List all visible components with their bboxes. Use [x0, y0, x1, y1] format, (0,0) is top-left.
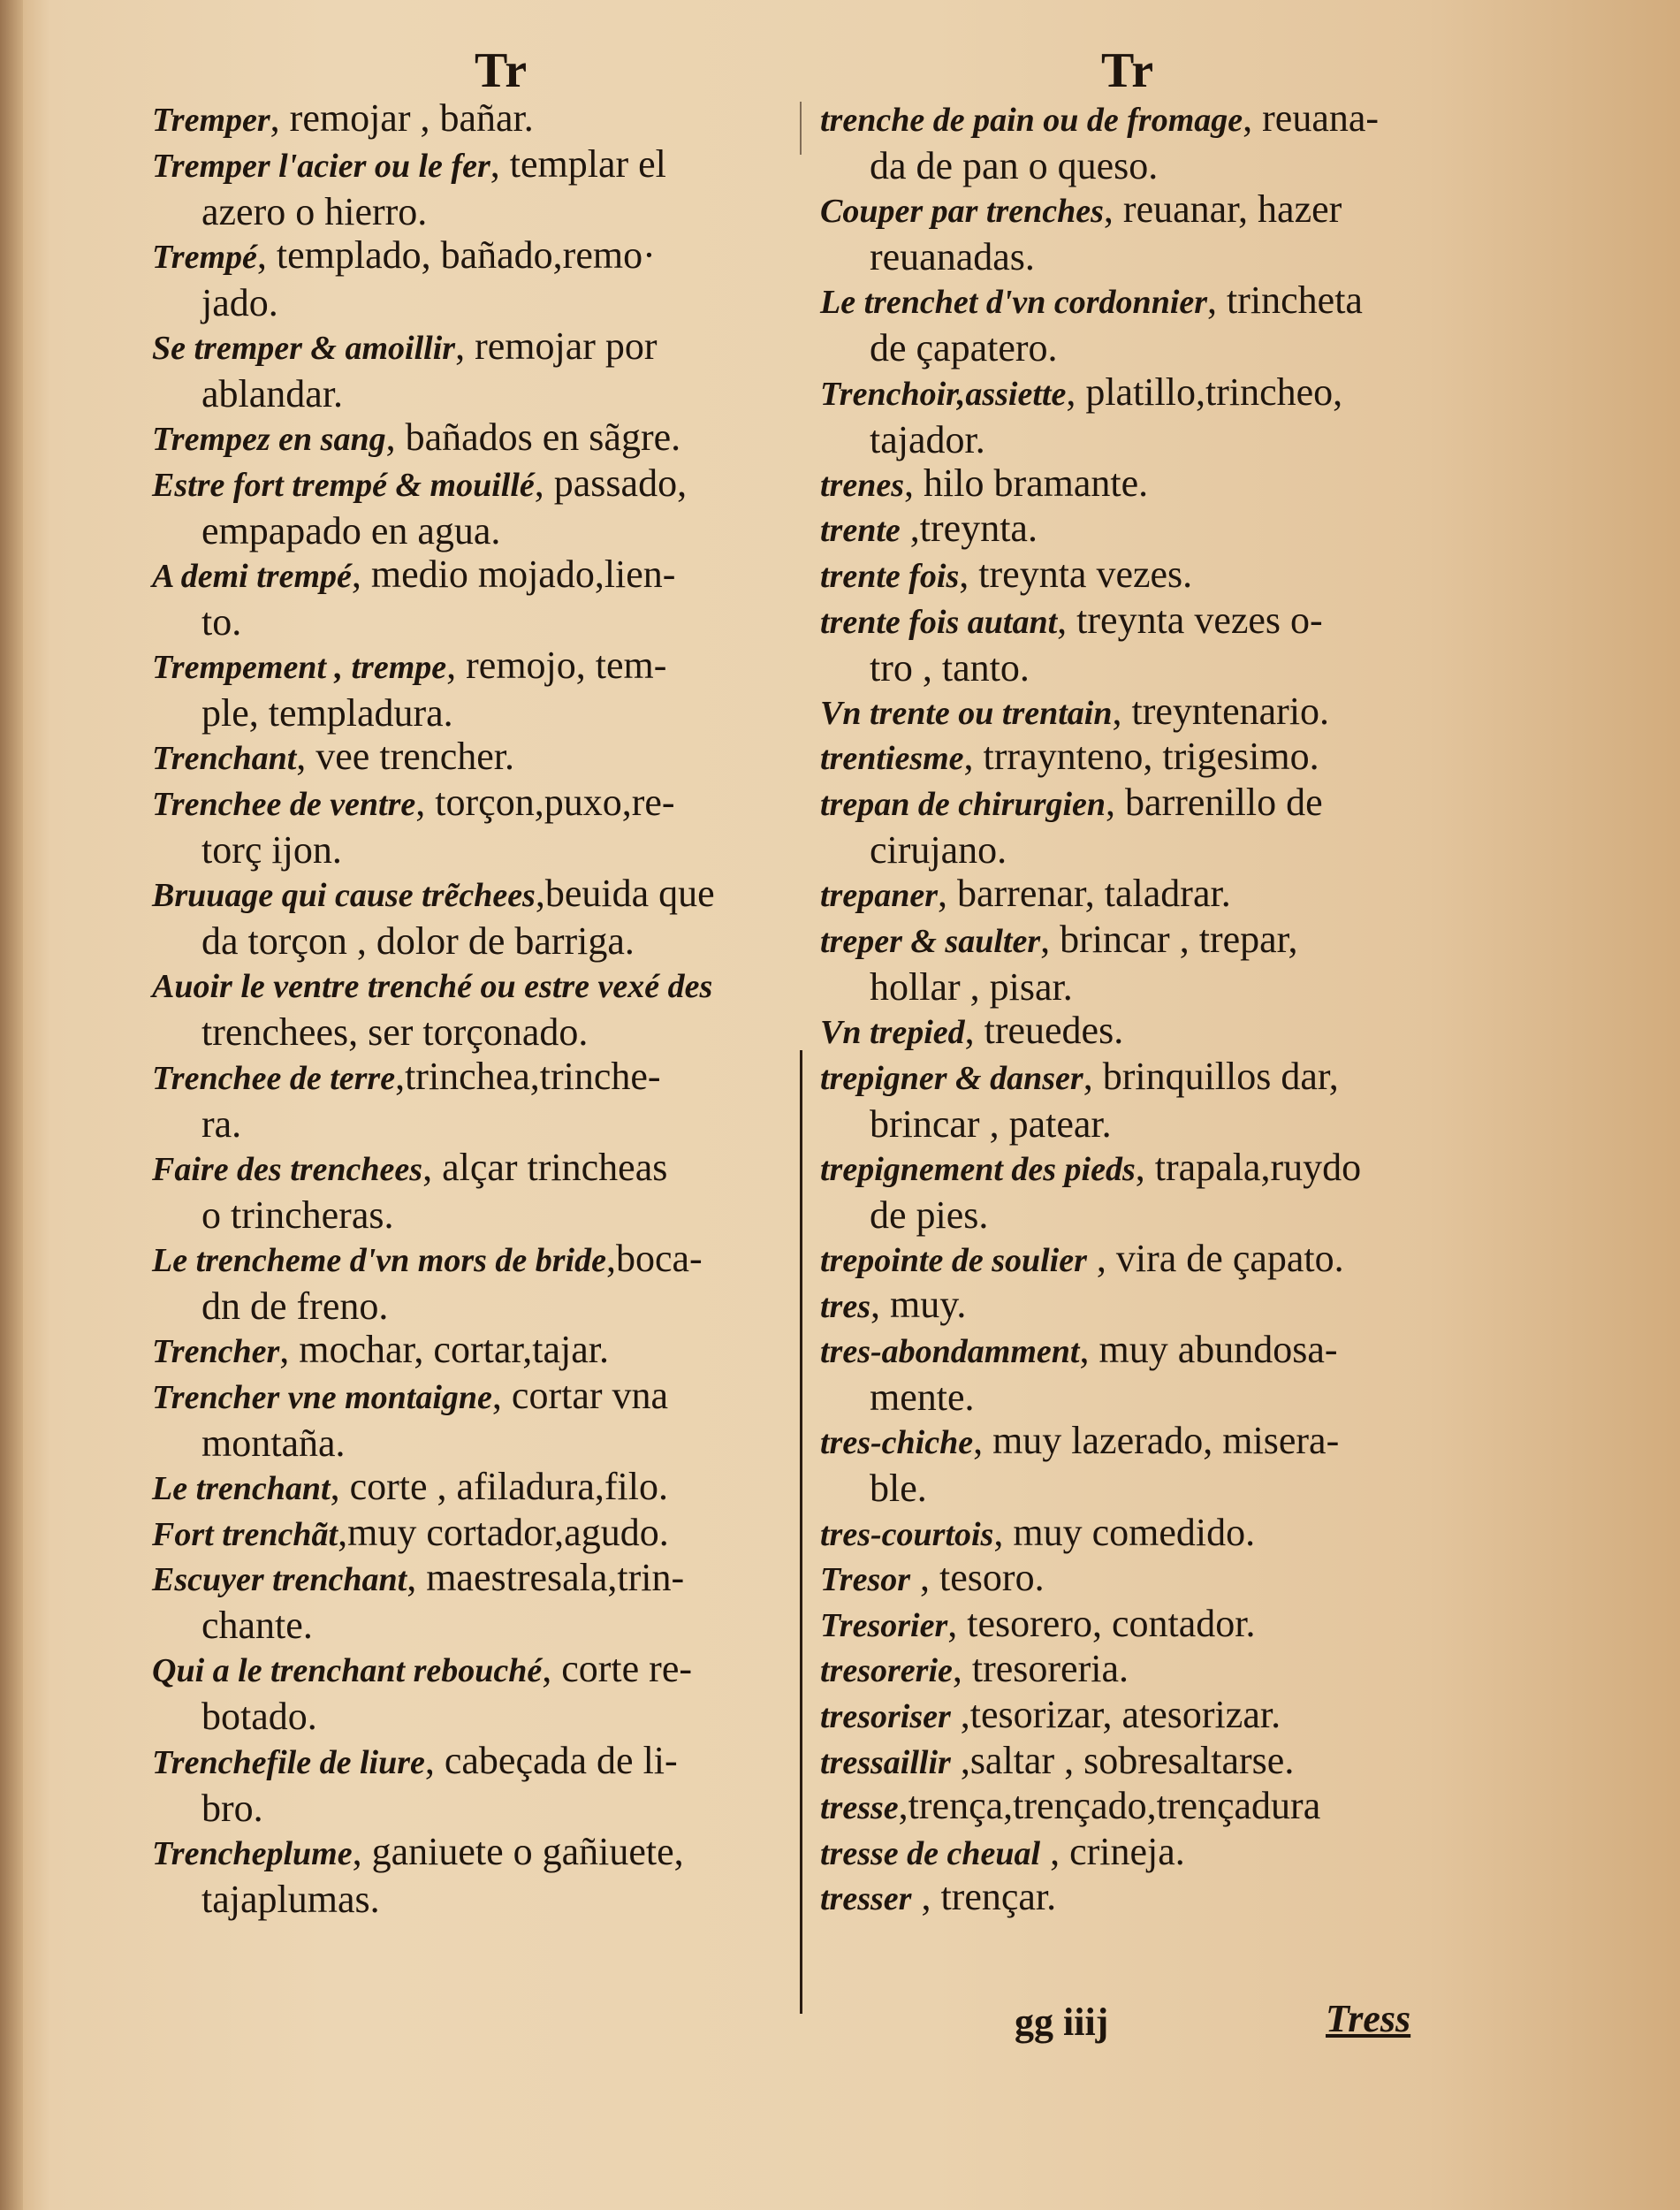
french-headword: Auoir le ventre trenché ou estre vexé des [152, 968, 713, 1006]
dictionary-entry [152, 1510, 841, 1558]
spanish-gloss: , templado, bañado,remo· [256, 232, 656, 277]
spanish-gloss: , treyntenario. [1112, 689, 1330, 733]
dictionary-entry [820, 1510, 1439, 1558]
french-headword: tresse de cheual [820, 1834, 1041, 1872]
dictionary-entry [820, 461, 1439, 508]
dictionary-entry [152, 962, 841, 1055]
gloss-continuation: dn de freno. [201, 1284, 389, 1328]
french-headword: trepigner & danser [820, 1059, 1083, 1097]
spanish-gloss: ,beuida que [535, 872, 715, 916]
dictionary-entry [820, 1783, 1439, 1831]
spanish-gloss: , hilo bramante. [904, 461, 1149, 505]
dictionary-entry [152, 95, 841, 143]
dictionary-entry [152, 1327, 841, 1375]
gloss-continuation: brincar , patear. [870, 1101, 1112, 1146]
french-headword: Le trencheme d'vn mors de bride [152, 1242, 606, 1279]
french-headword: Vn trente ou trentain [820, 694, 1113, 732]
french-headword: Trenchefile de liure [152, 1743, 425, 1781]
spanish-gloss: , trincheta [1207, 278, 1363, 323]
french-headword: Trencher vne montaigne [152, 1378, 492, 1416]
dictionary-entry [820, 187, 1439, 279]
french-headword: treper & saulter [820, 922, 1041, 960]
dictionary-entry [152, 141, 841, 234]
french-headword: trenche de pain ou de fromage [820, 102, 1243, 139]
spanish-gloss: ,treynta. [900, 507, 1038, 551]
french-headword: Qui a le trenchant rebouché [152, 1652, 543, 1690]
spanish-gloss: , tesorero, contador. [947, 1601, 1256, 1645]
dictionary-entry [152, 324, 841, 416]
spanish-gloss: , ganiuete o gañiuete, [352, 1829, 684, 1873]
spanish-gloss: , muy lazerado, misera- [973, 1419, 1340, 1463]
dictionary-entry [820, 1418, 1439, 1511]
dictionary-entry [820, 689, 1439, 736]
french-headword: Se tremper & amoillir [152, 330, 456, 367]
dictionary-entry [820, 917, 1439, 1010]
french-headword: Vn trepied [820, 1014, 965, 1051]
french-headword: Tresorier [820, 1606, 948, 1644]
dictionary-entry [820, 780, 1439, 873]
dictionary-entry [152, 1555, 841, 1648]
dictionary-entry [152, 552, 841, 644]
spanish-gloss: , remojo, tem- [446, 644, 667, 688]
gloss-continuation: cirujano. [870, 828, 1007, 872]
spanish-gloss: , mochar, cortar,tajar. [279, 1328, 609, 1372]
gloss-continuation: montaña. [201, 1421, 346, 1465]
french-headword: Bruuage qui cause trẽchees [152, 877, 536, 915]
french-headword: tresse [820, 1789, 899, 1827]
french-headword: tres-courtois [820, 1515, 994, 1553]
dictionary-entry [152, 1829, 841, 1922]
french-headword: Tresor [820, 1561, 911, 1599]
french-headword: trepointe de soulier [820, 1242, 1087, 1279]
dictionary-entry [820, 1646, 1439, 1694]
spanish-gloss: , vee trencher. [296, 735, 515, 779]
gloss-continuation: da torçon , dolor de barriga. [201, 919, 635, 964]
spanish-gloss: , crineja. [1040, 1829, 1185, 1873]
gloss-continuation: ablandar. [201, 372, 344, 415]
spanish-gloss: , alçar trincheas [422, 1145, 668, 1189]
spanish-gloss: , corte , afiladura,filo. [330, 1465, 669, 1508]
spanish-gloss: ,tesorizar, atesorizar. [950, 1693, 1281, 1736]
dictionary-entry [152, 643, 841, 735]
french-headword: Trenchant [152, 740, 297, 778]
dictionary-entry [820, 1282, 1439, 1330]
dictionary-entry [820, 278, 1439, 370]
gloss-continuation: bro. [201, 1786, 263, 1830]
french-headword: trenes [820, 466, 904, 504]
french-headword: trente fois autant [820, 603, 1058, 641]
dictionary-entry [152, 1236, 841, 1329]
french-headword: Trenchee de terre [152, 1059, 396, 1097]
spanish-gloss: , torçon,puxo,re- [415, 781, 675, 824]
page-gutter-edge [0, 0, 23, 2210]
spanish-gloss: , trençar. [911, 1875, 1057, 1919]
french-headword: Escuyer trenchant [152, 1561, 407, 1599]
gloss-continuation: tajaplumas. [201, 1877, 380, 1921]
spanish-gloss: ,boca- [605, 1237, 703, 1280]
spanish-gloss: , passado, [534, 461, 688, 505]
gloss-continuation: ble. [870, 1467, 927, 1511]
running-head-right: Tr [1101, 43, 1155, 98]
dictionary-entry [152, 461, 841, 553]
dictionary-entry [152, 780, 841, 873]
french-headword: trente [820, 512, 901, 550]
gloss-continuation: tajador. [870, 417, 985, 461]
spanish-gloss: , medio mojado,lien- [351, 552, 676, 596]
french-headword: tressaillir [820, 1743, 951, 1781]
gloss-continuation: da de pan o queso. [870, 144, 1159, 187]
french-headword: Trencher [152, 1333, 280, 1371]
gloss-continuation: empapado en agua. [201, 508, 501, 552]
french-headword: tresorerie [820, 1652, 953, 1690]
dictionary-entry [820, 1874, 1439, 1922]
french-headword: Trenchoir,assiette [820, 375, 1067, 413]
spanish-gloss: , platillo,trincheo, [1066, 370, 1343, 414]
dictionary-entry [152, 1646, 841, 1739]
french-headword: Fort trenchãt [152, 1515, 338, 1553]
dictionary-entry [152, 1054, 841, 1147]
spanish-gloss: , muy comedido. [993, 1510, 1256, 1554]
spanish-gloss: , barrenillo de [1106, 781, 1323, 824]
french-headword: trentiesme [820, 740, 964, 778]
french-headword: Tremper l'acier ou le fer [152, 147, 490, 185]
spanish-gloss: , bañados en sãgre. [385, 415, 681, 460]
french-headword: trepignement des pieds [820, 1150, 1136, 1188]
spanish-gloss: ,saltar , sobresaltarse. [950, 1738, 1295, 1782]
spanish-gloss: , reuanar, hazer [1103, 187, 1342, 232]
dictionary-entry [820, 1738, 1439, 1786]
dictionary-entry [820, 370, 1439, 462]
french-headword: Trenchee de ventre [152, 786, 416, 823]
gloss-continuation: ra. [201, 1101, 242, 1146]
dictionary-entry [820, 1601, 1439, 1649]
french-headword: trepan de chirurgien [820, 786, 1106, 823]
french-headword: Trencheplume [152, 1834, 353, 1872]
dictionary-entry [820, 1145, 1439, 1238]
gloss-continuation: de çapatero. [870, 326, 1058, 370]
spanish-gloss: , reuana- [1243, 96, 1380, 140]
spanish-gloss: , treynta vezes. [959, 552, 1193, 596]
spanish-gloss: , trraynteno, trigesimo. [963, 735, 1319, 779]
gloss-continuation: to. [201, 600, 242, 644]
gloss-continuation: botado. [201, 1695, 317, 1739]
dictionary-entry [152, 871, 841, 964]
gloss-continuation: trenchees, ser torçonado. [201, 1010, 589, 1055]
gloss-continuation: hollar , pisar. [870, 964, 1073, 1009]
spanish-gloss: , muy abundosa- [1079, 1328, 1338, 1372]
french-headword: trente fois [820, 558, 960, 595]
dictionary-entry [152, 1373, 841, 1466]
spanish-gloss: , cortar vna [491, 1373, 669, 1417]
french-headword: Trempez en sang [152, 421, 386, 459]
spanish-gloss: , maestresala,trin- [407, 1556, 685, 1600]
spanish-gloss: , cabeçada de li- [424, 1738, 678, 1782]
french-headword: tresoriser [820, 1698, 951, 1735]
signature-mark: gg iiij [1015, 2000, 1109, 2044]
dictionary-entry [820, 1829, 1439, 1877]
spanish-gloss: , brinquillos dar, [1083, 1054, 1339, 1098]
spanish-gloss: , templar el [490, 141, 666, 186]
gloss-continuation: jado. [201, 280, 278, 324]
gloss-continuation: o trincheras. [201, 1193, 394, 1237]
spanish-gloss: , muy. [870, 1282, 967, 1326]
dictionary-entry [152, 415, 841, 462]
dictionary-entry [152, 1738, 841, 1831]
french-headword: Trempé [152, 238, 257, 276]
french-headword: Trempement , trempe [152, 649, 447, 687]
gloss-continuation: tro , tanto. [870, 645, 1030, 690]
spanish-gloss: , remojar por [455, 324, 658, 368]
spanish-gloss: , vira de çapato. [1086, 1237, 1344, 1280]
spanish-gloss: , tesoro. [910, 1556, 1045, 1600]
french-headword: tres-abondamment [820, 1333, 1080, 1371]
spanish-gloss: , remojar , bañar. [270, 96, 534, 140]
dictionary-entry [820, 871, 1439, 918]
french-headword: Tremper [152, 102, 270, 139]
gloss-continuation: de pies. [870, 1193, 989, 1237]
dictionary-entry [820, 598, 1439, 690]
french-headword: tres [820, 1287, 870, 1325]
dictionary-entry [820, 1008, 1439, 1055]
spanish-gloss: ,muy cortador,agudo. [338, 1510, 669, 1554]
gloss-continuation: chante. [201, 1604, 313, 1648]
spanish-gloss: , corte re- [542, 1647, 693, 1691]
french-headword: Le trenchet d'vn cordonnier [820, 284, 1208, 322]
spanish-gloss: , barrenar, taladrar. [938, 872, 1231, 916]
dictionary-entry [820, 506, 1439, 553]
dictionary-entry [820, 734, 1439, 781]
dictionary-entry [820, 1555, 1439, 1603]
spanish-gloss: ,trinchea,trinche- [395, 1054, 661, 1098]
catchword: Tress [1326, 1997, 1411, 2040]
spanish-gloss: , brincar , trepar, [1040, 917, 1298, 961]
spanish-gloss: ,trença,trençado,trençadura [898, 1784, 1321, 1828]
french-headword: tresser [820, 1880, 912, 1918]
dictionary-entry [820, 1054, 1439, 1147]
dictionary-entry [152, 1145, 841, 1238]
gloss-continuation: ple, templadura. [201, 691, 453, 735]
gloss-continuation: azero o hierro. [201, 189, 428, 233]
running-head-left: Tr [475, 43, 528, 98]
dictionary-entry [820, 1692, 1439, 1740]
french-headword: Couper par trenches [820, 193, 1104, 231]
gloss-continuation: reuanadas. [870, 235, 1035, 279]
spanish-gloss: , trapala,ruydo [1135, 1145, 1362, 1189]
gloss-continuation: mente. [870, 1376, 975, 1420]
french-headword: A demi trempé [152, 558, 352, 595]
french-headword: Estre fort trempé & mouillé [152, 466, 535, 504]
gloss-continuation: torç ijon. [201, 828, 342, 872]
french-headword: tres-chiche [820, 1424, 974, 1462]
dictionary-entry [820, 95, 1439, 188]
spanish-gloss: , tresoreria. [952, 1647, 1129, 1691]
dictionary-entry [820, 1327, 1439, 1420]
dictionary-entry [820, 1236, 1439, 1284]
dictionary-entry [152, 1464, 841, 1512]
french-headword: Faire des trenchees [152, 1150, 423, 1188]
dictionary-entry [820, 552, 1439, 599]
spanish-gloss: , treuedes. [964, 1009, 1124, 1052]
french-headword: trepaner [820, 877, 938, 915]
french-headword: Le trenchant [152, 1470, 331, 1507]
dictionary-entry [152, 232, 841, 325]
dictionary-entry [152, 734, 841, 781]
spanish-gloss: , treynta vezes o- [1057, 598, 1323, 642]
